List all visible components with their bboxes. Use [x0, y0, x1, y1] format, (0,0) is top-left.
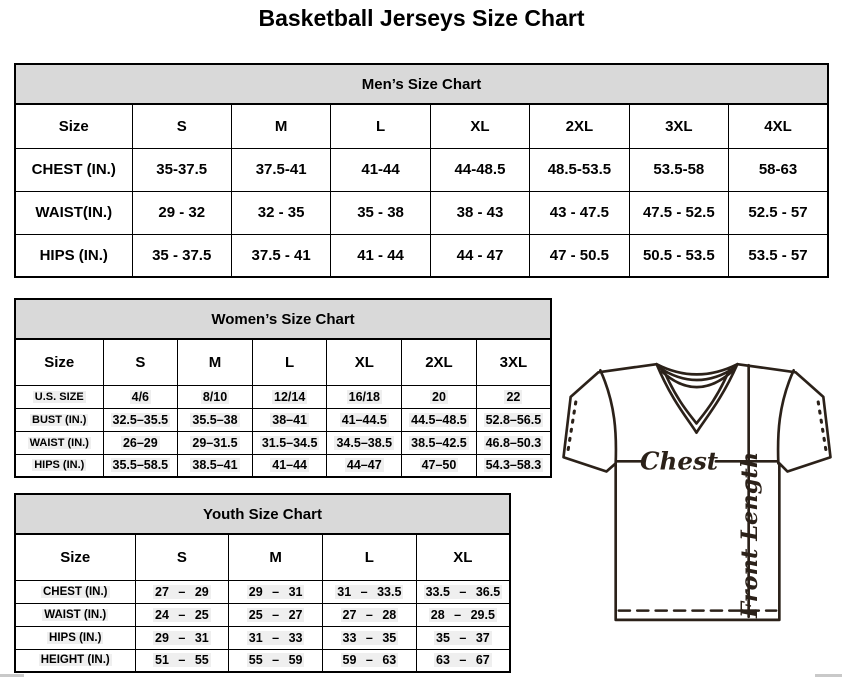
- youth-size-cell: [323, 580, 417, 603]
- mens-size-cell-value: 35 - 38: [357, 204, 404, 221]
- mens-size-cell-value: 53.5 - 57: [748, 246, 808, 264]
- mens-row-1: [15, 191, 828, 234]
- womens-size-cell: [402, 431, 477, 454]
- womens-row-label-text: BUST (IN.): [32, 413, 87, 426]
- page-title: Basketball Jerseys Size Chart: [258, 5, 585, 31]
- womens-column-header-2XL: 2XL: [402, 339, 477, 385]
- mens-size-cell-value: 41-44: [361, 161, 400, 178]
- womens-size-cell: [103, 454, 178, 477]
- mens-size-cell-value: 43 - 47.5: [549, 204, 609, 221]
- horizontal-scrollbar-fragment-right[interactable]: [815, 674, 842, 677]
- mens-size-cell: [132, 234, 231, 277]
- womens-size-cell-value: 52.8–56.5: [485, 412, 542, 427]
- womens-row-0: [15, 385, 551, 408]
- mens-size-cell: [231, 234, 330, 277]
- mens-size-cell: [430, 148, 529, 191]
- womens-size-cell-value: 8/10: [202, 389, 228, 404]
- womens-size-cell-value: 38–41: [272, 412, 308, 427]
- front-length-label: Front Length: [736, 451, 763, 618]
- youth-size-cell: [323, 649, 417, 672]
- youth-size-cell-value: 27 – 28: [342, 607, 397, 622]
- womens-size-cell: [327, 431, 402, 454]
- womens-size-cell: [402, 454, 477, 477]
- youth-size-cell-value: 25 – 27: [248, 607, 303, 622]
- youth-size-cell-value: 63 – 67: [436, 653, 490, 668]
- youth-row-label: [15, 626, 135, 649]
- womens-size-cell: [178, 408, 253, 431]
- mens-size-cell: [629, 234, 728, 277]
- mens-header-row: [15, 104, 828, 148]
- mens-size-cell: [331, 234, 430, 277]
- youth-row-0: [15, 580, 510, 603]
- womens-size-cell-value: 44.5–48.5: [411, 412, 467, 427]
- mens-column-header-XL: XL: [430, 104, 529, 148]
- womens-size-cell: [402, 408, 477, 431]
- womens-column-header-M: M: [178, 339, 253, 385]
- womens-header-row: [15, 339, 551, 385]
- womens-size-cell: [327, 454, 402, 477]
- mens-size-cell: [729, 234, 828, 277]
- womens-size-cell: [252, 385, 327, 408]
- mens-size-cell-value: 48.5-53.5: [547, 161, 612, 178]
- youth-column-header-L: L: [323, 534, 417, 580]
- youth-column-header-XL: XL: [416, 534, 510, 580]
- youth-size-cell-value: 24 – 25: [155, 607, 209, 622]
- jersey-measurement-diagram: [561, 358, 833, 626]
- mens-row-label: [15, 191, 132, 234]
- womens-size-cell: [178, 385, 253, 408]
- mens-size-cell: [132, 191, 231, 234]
- womens-size-table: [14, 338, 552, 478]
- mens-size-cell-value: 44-48.5: [454, 161, 506, 178]
- mens-size-cell: [530, 148, 629, 191]
- mens-size-chart-section: [14, 63, 829, 278]
- mens-chart-title: Men’s Size Chart: [14, 63, 829, 103]
- mens-size-cell: [729, 191, 828, 234]
- womens-size-cell: [402, 385, 477, 408]
- youth-size-chart-section: [14, 493, 511, 673]
- womens-size-cell-value: 38.5–42.5: [411, 435, 467, 450]
- youth-size-cell-value: 29 – 31: [155, 630, 209, 645]
- youth-row-3: [15, 649, 510, 672]
- womens-size-cell: [476, 408, 551, 431]
- mens-row-label-text: HIPS (IN.): [39, 246, 108, 264]
- womens-size-cell: [103, 431, 178, 454]
- mens-column-header-4XL: 4XL: [729, 104, 828, 148]
- womens-size-cell-value: 16/18: [348, 389, 380, 404]
- womens-chart-title: Women’s Size Chart: [14, 298, 552, 338]
- mens-column-header-3XL: 3XL: [629, 104, 728, 148]
- womens-size-cell: [103, 385, 178, 408]
- mens-size-cell-value: 47 - 50.5: [549, 246, 609, 264]
- mens-row-label-text: CHEST (IN.): [31, 161, 116, 178]
- mens-size-cell-value: 32 - 35: [257, 204, 305, 221]
- youth-row-1: [15, 603, 510, 626]
- womens-column-header-XL: XL: [327, 339, 402, 385]
- mens-column-header-M: M: [231, 104, 330, 148]
- youth-size-cell: [416, 603, 510, 626]
- womens-size-chart-section: [14, 298, 552, 478]
- youth-row-label: [15, 580, 135, 603]
- mens-size-cell: [629, 148, 728, 191]
- mens-size-cell: [331, 191, 430, 234]
- mens-size-cell-value: 50.5 - 53.5: [642, 246, 715, 264]
- mens-size-cell-value: 29 - 32: [158, 204, 206, 221]
- mens-size-cell-value: 47.5 - 52.5: [642, 204, 715, 221]
- mens-size-cell: [231, 191, 330, 234]
- youth-size-cell: [135, 603, 229, 626]
- womens-size-cell-value: 38.5–41: [192, 458, 238, 473]
- mens-size-cell-value: 41 - 44: [357, 246, 404, 264]
- womens-row-2: [15, 431, 551, 454]
- womens-size-cell-value: 20: [432, 389, 446, 404]
- youth-size-cell: [229, 626, 323, 649]
- womens-size-cell: [178, 431, 253, 454]
- womens-size-cell-value: 35.5–58.5: [112, 458, 169, 473]
- womens-size-cell-value: 46.8–50.3: [485, 435, 542, 450]
- womens-size-cell-value: 12/14: [274, 389, 306, 404]
- womens-row-label: [15, 408, 103, 431]
- horizontal-scrollbar-fragment-left[interactable]: [0, 674, 24, 677]
- mens-size-cell: [231, 148, 330, 191]
- youth-size-cell: [323, 603, 417, 626]
- youth-chart-title: Youth Size Chart: [14, 493, 511, 533]
- womens-size-cell-value: 29–31.5: [192, 435, 238, 450]
- youth-size-cell-value: 51 – 55: [155, 653, 209, 668]
- jersey-outline-drawing: [561, 358, 833, 626]
- mens-size-table: [14, 103, 829, 278]
- youth-size-cell-value: 33 – 35: [342, 630, 397, 645]
- womens-row-3: [15, 454, 551, 477]
- womens-size-cell: [476, 385, 551, 408]
- youth-size-cell: [416, 649, 510, 672]
- mens-size-cell-value: 53.5-58: [653, 161, 705, 178]
- mens-size-cell: [430, 234, 529, 277]
- youth-size-cell: [229, 580, 323, 603]
- womens-size-cell-value: 32.5–35.5: [112, 412, 169, 427]
- mens-size-cell: [729, 148, 828, 191]
- mens-size-cell: [629, 191, 728, 234]
- youth-size-cell-value: 55 – 59: [248, 653, 303, 668]
- mens-row-2: [15, 234, 828, 277]
- youth-size-cell-value: 29 – 31: [248, 584, 303, 599]
- womens-row-label-text: HIPS (IN.): [34, 459, 85, 472]
- youth-size-cell-value: 31 – 33.5: [337, 584, 402, 599]
- womens-size-cell-value: 44–47: [346, 458, 382, 473]
- womens-size-cell: [476, 454, 551, 477]
- mens-row-label: [15, 234, 132, 277]
- womens-size-cell: [103, 408, 178, 431]
- jersey-body-outline: [564, 364, 831, 620]
- mens-row-label-text: WAIST(IN.): [35, 204, 113, 221]
- youth-row-label-text: WAIST (IN.): [44, 608, 107, 621]
- mens-column-header-2XL: 2XL: [530, 104, 629, 148]
- youth-row-label-text: CHEST (IN.): [42, 585, 108, 598]
- womens-size-cell-value: 41–44.5: [341, 412, 387, 427]
- womens-column-header-S: S: [103, 339, 178, 385]
- womens-size-label-header: Size: [15, 339, 103, 385]
- youth-row-2: [15, 626, 510, 649]
- youth-row-label-text: HEIGHT (IN.): [40, 654, 110, 667]
- womens-row-label: [15, 385, 103, 408]
- womens-row-1: [15, 408, 551, 431]
- mens-size-cell: [132, 148, 231, 191]
- mens-size-cell: [530, 191, 629, 234]
- youth-size-cell: [229, 649, 323, 672]
- womens-size-cell-value: 22: [506, 389, 521, 404]
- mens-row-0: [15, 148, 828, 191]
- mens-size-cell-value: 37.5-41: [255, 161, 307, 178]
- youth-size-cell: [416, 580, 510, 603]
- womens-row-label-text: WAIST (IN.): [29, 436, 89, 449]
- womens-size-cell-value: 54.3–58.3: [485, 458, 542, 473]
- youth-row-label-text: HIPS (IN.): [49, 631, 102, 644]
- mens-column-header-S: S: [132, 104, 231, 148]
- womens-size-cell-value: 26–29: [122, 435, 158, 450]
- youth-size-cell: [135, 580, 229, 603]
- womens-size-cell: [252, 454, 327, 477]
- chest-label: Chest: [640, 446, 719, 476]
- youth-size-cell-value: 28 – 29.5: [430, 607, 495, 622]
- youth-size-cell: [135, 626, 229, 649]
- mens-size-label-header: Size: [15, 104, 132, 148]
- youth-size-cell-value: 33.5 – 36.5: [425, 584, 501, 599]
- youth-size-cell: [135, 649, 229, 672]
- womens-size-cell-value: 31.5–34.5: [261, 435, 318, 450]
- womens-row-label-text: U.S. SIZE: [34, 390, 84, 403]
- youth-size-table: [14, 533, 511, 673]
- womens-size-cell-value: 47–50: [421, 458, 457, 473]
- youth-size-cell-value: 27 – 29: [155, 584, 209, 599]
- mens-column-header-L: L: [331, 104, 430, 148]
- womens-size-cell: [252, 408, 327, 431]
- youth-size-cell: [229, 603, 323, 626]
- womens-size-cell-value: 4/6: [131, 389, 150, 404]
- youth-size-cell: [323, 626, 417, 649]
- youth-size-cell-value: 31 – 33: [248, 630, 303, 645]
- youth-size-cell: [416, 626, 510, 649]
- youth-header-row: [15, 534, 510, 580]
- youth-size-cell-value: 35 – 37: [436, 630, 490, 645]
- womens-size-cell: [327, 385, 402, 408]
- mens-size-cell: [331, 148, 430, 191]
- mens-size-cell-value: 52.5 - 57: [748, 204, 808, 221]
- mens-size-cell: [430, 191, 529, 234]
- womens-size-cell: [178, 454, 253, 477]
- youth-column-header-M: M: [229, 534, 323, 580]
- mens-size-cell-value: 44 - 47: [456, 246, 504, 264]
- womens-size-cell: [327, 408, 402, 431]
- womens-column-header-L: L: [252, 339, 327, 385]
- youth-row-label: [15, 649, 135, 672]
- youth-row-label: [15, 603, 135, 626]
- mens-size-cell-value: 38 - 43: [456, 204, 504, 221]
- womens-size-cell-value: 34.5–38.5: [336, 435, 393, 450]
- mens-size-cell-value: 37.5 - 41: [251, 246, 311, 264]
- mens-size-cell-value: 35-37.5: [156, 161, 208, 178]
- womens-row-label: [15, 431, 103, 454]
- mens-size-cell-value: 58-63: [758, 161, 798, 178]
- mens-size-cell-value: 35 - 37.5: [152, 246, 212, 264]
- womens-size-cell: [476, 431, 551, 454]
- youth-size-cell-value: 59 – 63: [342, 653, 397, 668]
- mens-size-cell: [530, 234, 629, 277]
- womens-size-cell: [252, 431, 327, 454]
- womens-column-header-3XL: 3XL: [476, 339, 551, 385]
- womens-size-cell-value: 41–44: [272, 458, 308, 473]
- mens-row-label: [15, 148, 132, 191]
- womens-size-cell-value: 35.5–38: [192, 412, 238, 427]
- womens-row-label: [15, 454, 103, 477]
- youth-size-label-header: Size: [15, 534, 135, 580]
- youth-column-header-S: S: [135, 534, 229, 580]
